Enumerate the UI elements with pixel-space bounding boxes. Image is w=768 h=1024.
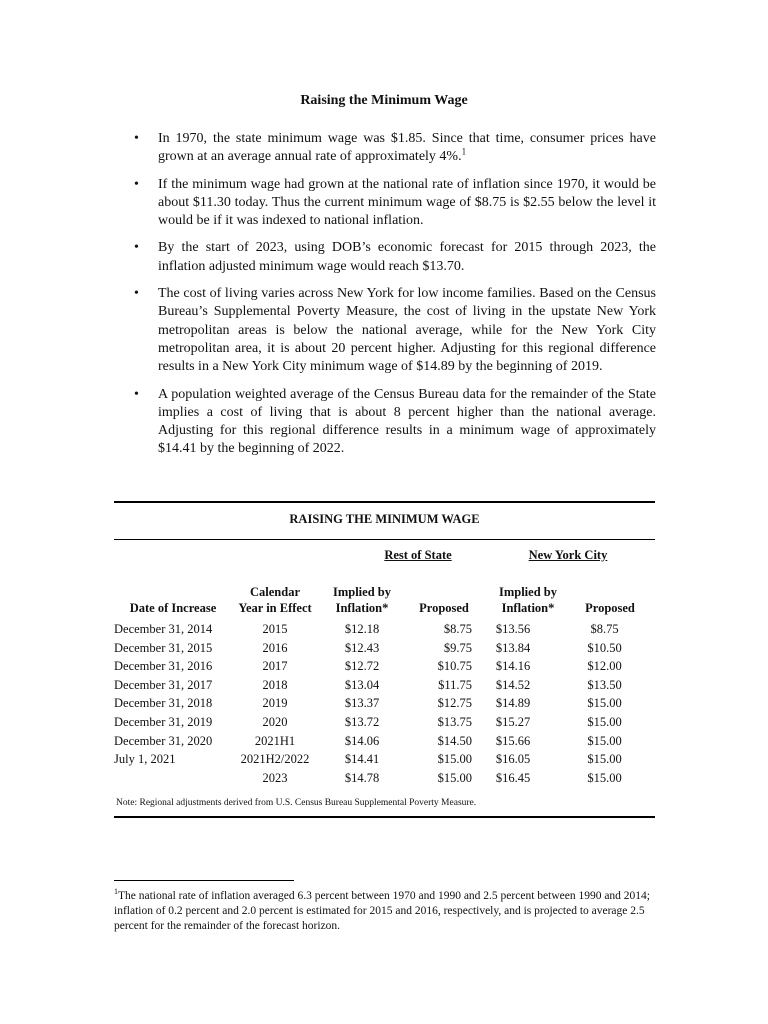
table-row [114,639,655,658]
cell-year: 2015 [262,622,288,636]
wage-data-table [114,620,655,787]
table-row [114,713,655,732]
cell-nyc-proposed: $15.00 [587,733,622,748]
table-row [114,694,655,713]
table-row [114,769,655,788]
table-title: RAISING THE MINIMUM WAGE [289,512,480,526]
cell-year: 2017 [262,659,288,674]
header-date: Date of Increase [129,601,217,615]
header-proposed-rest: Proposed [419,601,469,615]
cell-date: December 31, 2014 [114,622,213,636]
cell-rest-proposed: $11.75 [438,677,472,692]
cell-rest-implied: $13.04 [344,677,380,692]
page-title: Raising the Minimum Wage [300,93,468,108]
header-implied-nyc: Implied by Inflation* [498,585,557,615]
bullet-list [116,130,656,468]
group-header-new-york-city: New York City [528,548,608,562]
cell-nyc-proposed: $12.00 [587,659,622,674]
cell-rest-proposed: $8.75 [443,622,472,636]
cell-nyc-proposed: $15.00 [587,714,622,729]
cell-nyc-implied: $15.27 [495,714,531,729]
cell-year: 2023 [262,770,288,785]
cell-year: 2019 [262,696,288,711]
cell-rest-implied: $14.78 [344,770,380,785]
bullet-item [116,285,656,376]
cell-rest-implied: $12.72 [344,659,380,674]
footnote [114,884,654,934]
cell-date: December 31, 2020 [114,733,213,748]
cell-nyc-implied: $13.84 [495,640,531,655]
cell-rest-implied: $12.18 [344,622,380,636]
cell-nyc-proposed: $15.00 [587,752,622,767]
bullet-text: By the start of 2023, using DOB’s economic forecast for 2015 through 2023, the inflation adjusted minimum wage would reach $13.70. [158,240,656,274]
bullet-item [116,130,656,167]
cell-nyc-implied: $14.89 [495,696,531,711]
table-divider [114,539,655,540]
header-proposed-nyc: Proposed [585,601,635,615]
cell-nyc-proposed: $13.50 [587,677,622,692]
cell-nyc-implied: $15.66 [495,733,531,748]
cell-date: December 31, 2016 [114,659,213,674]
cell-rest-implied: $13.72 [344,714,380,729]
cell-rest-proposed: $15.00 [437,752,472,767]
footnote-text: The national rate of inflation averaged 6.3 percent between 1970 and 1990 and 2.5 percent between 1990 and 2014; inflation of 0.2 percent and 2.0 percent is estimated for 2015 and 2016, respectively, and is projected to average 2.5 percent for the remainder of the forecast horizon. [114,889,651,932]
cell-rest-proposed: $10.75 [437,659,472,674]
cell-nyc-implied: $13.56 [495,622,531,636]
cell-nyc-proposed: $15.00 [587,770,622,785]
cell-rest-proposed: $13.75 [437,714,472,729]
cell-year: 2018 [262,677,288,692]
bullet-item [116,239,656,276]
footnote-reference[interactable]: 1 [461,146,467,157]
cell-rest-proposed: $12.75 [437,696,472,711]
table-note: Note: Regional adjustments derived from U.S. Census Bureau Supplemental Poverty Measure. [116,798,477,808]
cell-date: December 31, 2019 [114,714,213,729]
header-implied-rest: Implied by Inflation* [332,585,391,615]
cell-nyc-implied: $14.16 [495,659,531,674]
cell-nyc-proposed: $15.00 [587,696,622,711]
bullet-text: A population weighted average of the Census Bureau data for the remainder of the State implies a cost of living that is about 8 percent higher than the national average. Adjusting for this regional difference results in a minimum wage of approximately $14.41 by the beginning of 2022. [158,386,656,457]
cell-year: 2021H2/2022 [240,752,310,767]
cell-date: December 31, 2017 [114,677,213,692]
bullet-text: If the minimum wage had grown at the national rate of inflation since 1970, it would be about $11.30 today. Thus the current minimum wage of $8.75 is $2.55 below the level it would be if it was indexed to national inflation. [158,176,656,229]
cell-rest-implied: $12.43 [344,640,380,655]
table-row [114,732,655,751]
bullet-item [116,386,656,459]
table-row [114,750,655,769]
footnote-mark: 1 [114,887,118,896]
cell-nyc-proposed: $8.75 [590,622,619,636]
group-header-rest-of-state: Rest of State [384,548,452,562]
cell-nyc-implied: $14.52 [495,677,531,692]
cell-year: 2016 [262,640,288,655]
cell-rest-implied: $14.41 [344,752,380,767]
cell-nyc-implied: $16.05 [495,752,531,767]
cell-rest-implied: $13.37 [344,696,380,711]
header-calendar: Calendar Year in Effect [238,585,312,615]
cell-rest-proposed: $15.00 [437,770,472,785]
cell-date: July 1, 2021 [114,752,176,767]
bullet-text: The cost of living varies across New York for low income families. Based on the Census Bureau’s Supplemental Poverty Measure, the cost of living in the upstate New York metropolitan areas is below the national average, while for the New York City metropolitan area, it is about 20 percent higher. Adjusting for this regional difference results in a New York City minimum wage of $14.89 by the beginning of 2019. [158,286,656,375]
cell-year: 2021H1 [254,733,296,748]
bullet-item [116,176,656,231]
cell-nyc-proposed: $10.50 [587,640,622,655]
table-row [114,620,655,639]
cell-rest-implied: $14.06 [344,733,380,748]
table-row [114,676,655,695]
bullet-text: In 1970, the state minimum wage was $1.85. Since that time, consumer prices have grown at an average annual rate of approximately 4%. [158,131,656,165]
cell-date [114,769,232,788]
footnote-divider [114,880,294,881]
cell-year: 2020 [262,714,288,729]
table-row [114,657,655,676]
cell-rest-proposed: $9.75 [443,640,472,655]
cell-date: December 31, 2015 [114,640,213,655]
wage-table [114,501,655,818]
cell-nyc-implied: $16.45 [495,770,531,785]
cell-date: December 31, 2018 [114,696,213,711]
cell-rest-proposed: $14.50 [437,733,472,748]
